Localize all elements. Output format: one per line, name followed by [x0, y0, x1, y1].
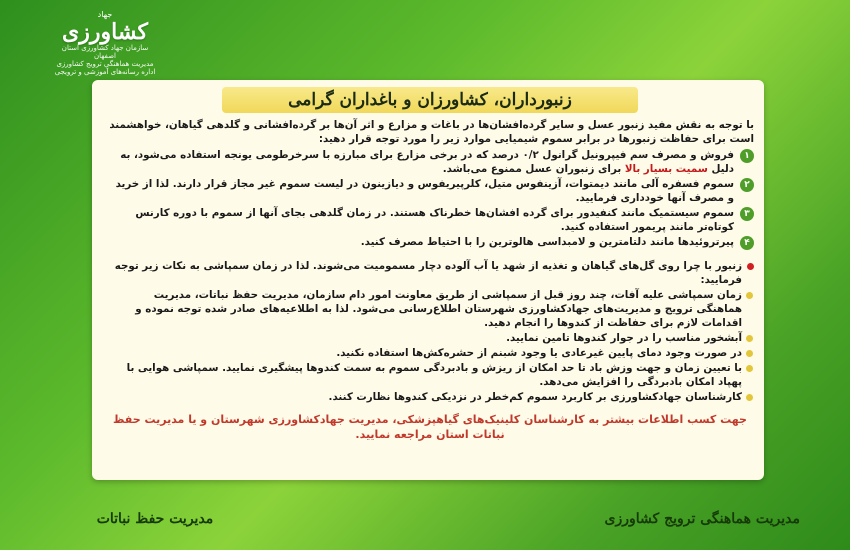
item-number: ۲: [740, 178, 754, 192]
footer-plant-protection: مدیریت حفظ نباتات: [96, 511, 214, 527]
bullet-item-3: [106, 346, 754, 360]
bullet-text: زمان سمپاشی علیه آفات، چند روز قبل از سمپاشی از طریق معاونت امور دام سازمان، مدیریت حفظ نباتات، مدیریت هماهنگی ترویج و مدیریت‌های جهادکشاورزی شهرستان اطلاع‌رسانی می‌شود. لذا به اطلاعیه‌های صادر شده توجه نموده و اقدامات لازم برای حفاظت از کندوها را انجام دهید.: [135, 289, 742, 329]
bullet-text: در صورت وجود دمای پایین غیرعادی یا وجود شبنم از حشره‌کش‌ها استفاده نکنید.: [336, 347, 742, 359]
item-text: سموم فسفره آلی مانند دیمتوات، آزینفوس متیل، کلرپیریفوس و دیازینون در لیست سموم غیر مجاز قرار دارند. لذا از خرید و مصرف آنها خودداری فرمایید.: [115, 178, 734, 204]
yellow-bullet-icon: [746, 365, 753, 372]
notice-title: زنبورداران، کشاورزان و باغداران گرامی: [222, 87, 638, 113]
bullet-item-1: [106, 288, 754, 330]
yellow-bullet-icon: [746, 292, 753, 299]
yellow-bullet-icon: [746, 350, 753, 357]
numbered-item-2: [106, 177, 754, 205]
numbered-item-3: [106, 206, 754, 234]
contact-note: جهت کسب اطلاعات بیشتر به کارشناسان کلینیک‌های گیاهپزشکی، مدیریت جهادکشاورزی شهرستان و یا مدیریت حفظ نباتات استان مراجعه نمایید.: [113, 413, 747, 441]
item-highlight: سمیت بسیار بالا: [624, 163, 708, 175]
bullet-text: آبشخور مناسب را در جوار کندوها تامین نمایید.: [506, 332, 742, 344]
logo-org-line-3: اداره رسانه‌های آموزشی و ترویجی: [54, 68, 156, 76]
logo-org-line-1: سازمان جهاد کشاورزی استان اصفهان: [61, 44, 149, 60]
yellow-bullet-icon: [746, 335, 753, 342]
item-number: ۱: [740, 149, 754, 163]
item-number: ۳: [740, 207, 754, 221]
logo-top-word: جهاد: [97, 10, 113, 19]
numbered-item-4: [106, 235, 754, 249]
item-text: فروش و مصرف سم فیپرونیل گرانول ۰/۲ درصد که در برخی مزارع برای مبارزه با سرخرطومی یونجه استفاده می‌شود، به دلیل: [120, 149, 734, 175]
section2-text: زنبور با چرا روی گل‌های گیاهان و تغذیه از شهد یا آب آلوده دچار مسمومیت می‌شوند. لذا در زمان سمپاشی به نکات زیر توجه فرمایید:: [114, 260, 742, 286]
notice-card: [92, 80, 764, 480]
yellow-bullet-icon: [746, 394, 753, 401]
intro-paragraph: با توجه به نقش مفید زنبور عسل و سایر گرده‌افشان‌ها در باغات و مزارع و اثر آن‌ها بر گرده‌افشانی و گلدهی گیاهان، خواهشمند است برای حفاظت زنبورها در برابر سموم شیمیایی موارد زیر را مورد توجه قرار دهید:: [109, 119, 754, 145]
logo: [50, 10, 160, 74]
notice-body: [106, 118, 754, 442]
red-bullet-icon: [747, 263, 754, 270]
item-text: سموم سیستمیک مانند کنفیدور برای گرده افشان‌ها خطرناک هستند. در زمان گلدهی بجای آنها از سموم با دوره کارنس کوتاه‌تر مانند پریمور استفاده کنید.: [135, 207, 734, 233]
bullet-text: با تعیین زمان و جهت وزش باد تا حد امکان از ریزش و بادبردگی سموم به سمت کندوها پیشگیری نمایید. سمپاشی هوایی با پهپاد امکان بادبردگی را افزایش می‌دهد.: [126, 362, 742, 388]
numbered-item-1: [106, 148, 754, 176]
footer-extension-management: مدیریت هماهنگی ترویج کشاورزی: [604, 511, 800, 527]
item-text: پیرتروئیدها مانند دلتامترین و لامبداسی هالوترین را با احتیاط مصرف کنید.: [360, 236, 734, 248]
bullet-item-2: [106, 331, 754, 345]
bullet-item-4: [106, 361, 754, 389]
logo-main-word: کشاورزی: [62, 19, 148, 45]
bullet-text: کارشناسان جهادکشاورزی بر کاربرد سموم کم‌خطر در نزدیکی کندوها نظارت کنند.: [328, 391, 742, 403]
logo-org-line-2: مدیریت هماهنگی ترویج کشاورزی: [56, 60, 154, 68]
bullet-item-5: [106, 390, 754, 404]
item-text-after: برای زنبوران عسل ممنوع می‌باشد.: [442, 163, 622, 175]
section2-intro: [106, 259, 754, 287]
item-number: ۴: [740, 236, 754, 250]
